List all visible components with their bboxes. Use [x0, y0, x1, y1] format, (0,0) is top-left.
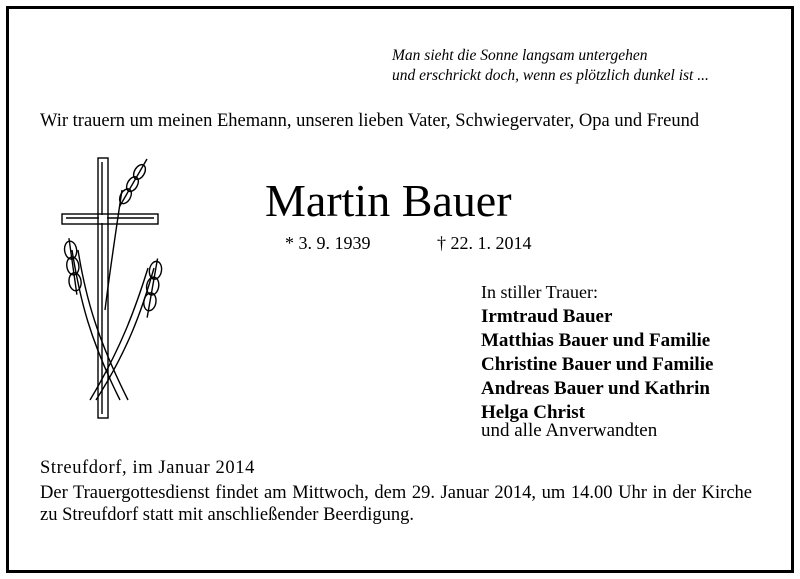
deceased-name: Martin Bauer: [265, 175, 512, 226]
mourners-heading: In stiller Trauer:: [481, 282, 598, 302]
intro-text: Wir trauern um meinen Ehemann, unseren lieben Vater, Schwiegervater, Opa und Freund: [40, 111, 700, 131]
birth-date: * 3. 9. 1939: [285, 233, 371, 253]
motto-line-2: und erschrickt doch, wenn es plötzlich dunkel ist ...: [392, 67, 709, 84]
mourner-name: Andreas Bauer und Kathrin: [481, 378, 710, 399]
mourner-name: Matthias Bauer und Familie: [481, 330, 711, 351]
motto-line-1: Man sieht die Sonne langsam untergehen: [392, 47, 648, 64]
service-notice: Der Trauergottesdienst findet am Mittwoch, dem 29. Januar 2014, um 14.00 Uhr in der Kirche zu Streufdorf statt mit anschließender Beerdigung.: [40, 483, 752, 525]
cross-wheat-icon: [50, 150, 175, 430]
mourner-name: Irmtraud Bauer: [481, 306, 613, 327]
mourner-name: Christine Bauer und Familie: [481, 354, 714, 375]
death-date: † 22. 1. 2014: [437, 233, 532, 253]
mourner-name: Helga Christ: [481, 402, 585, 423]
place-date: Streufdorf, im Januar 2014: [40, 458, 255, 478]
relatives-text: und alle Anverwandten: [481, 420, 658, 441]
